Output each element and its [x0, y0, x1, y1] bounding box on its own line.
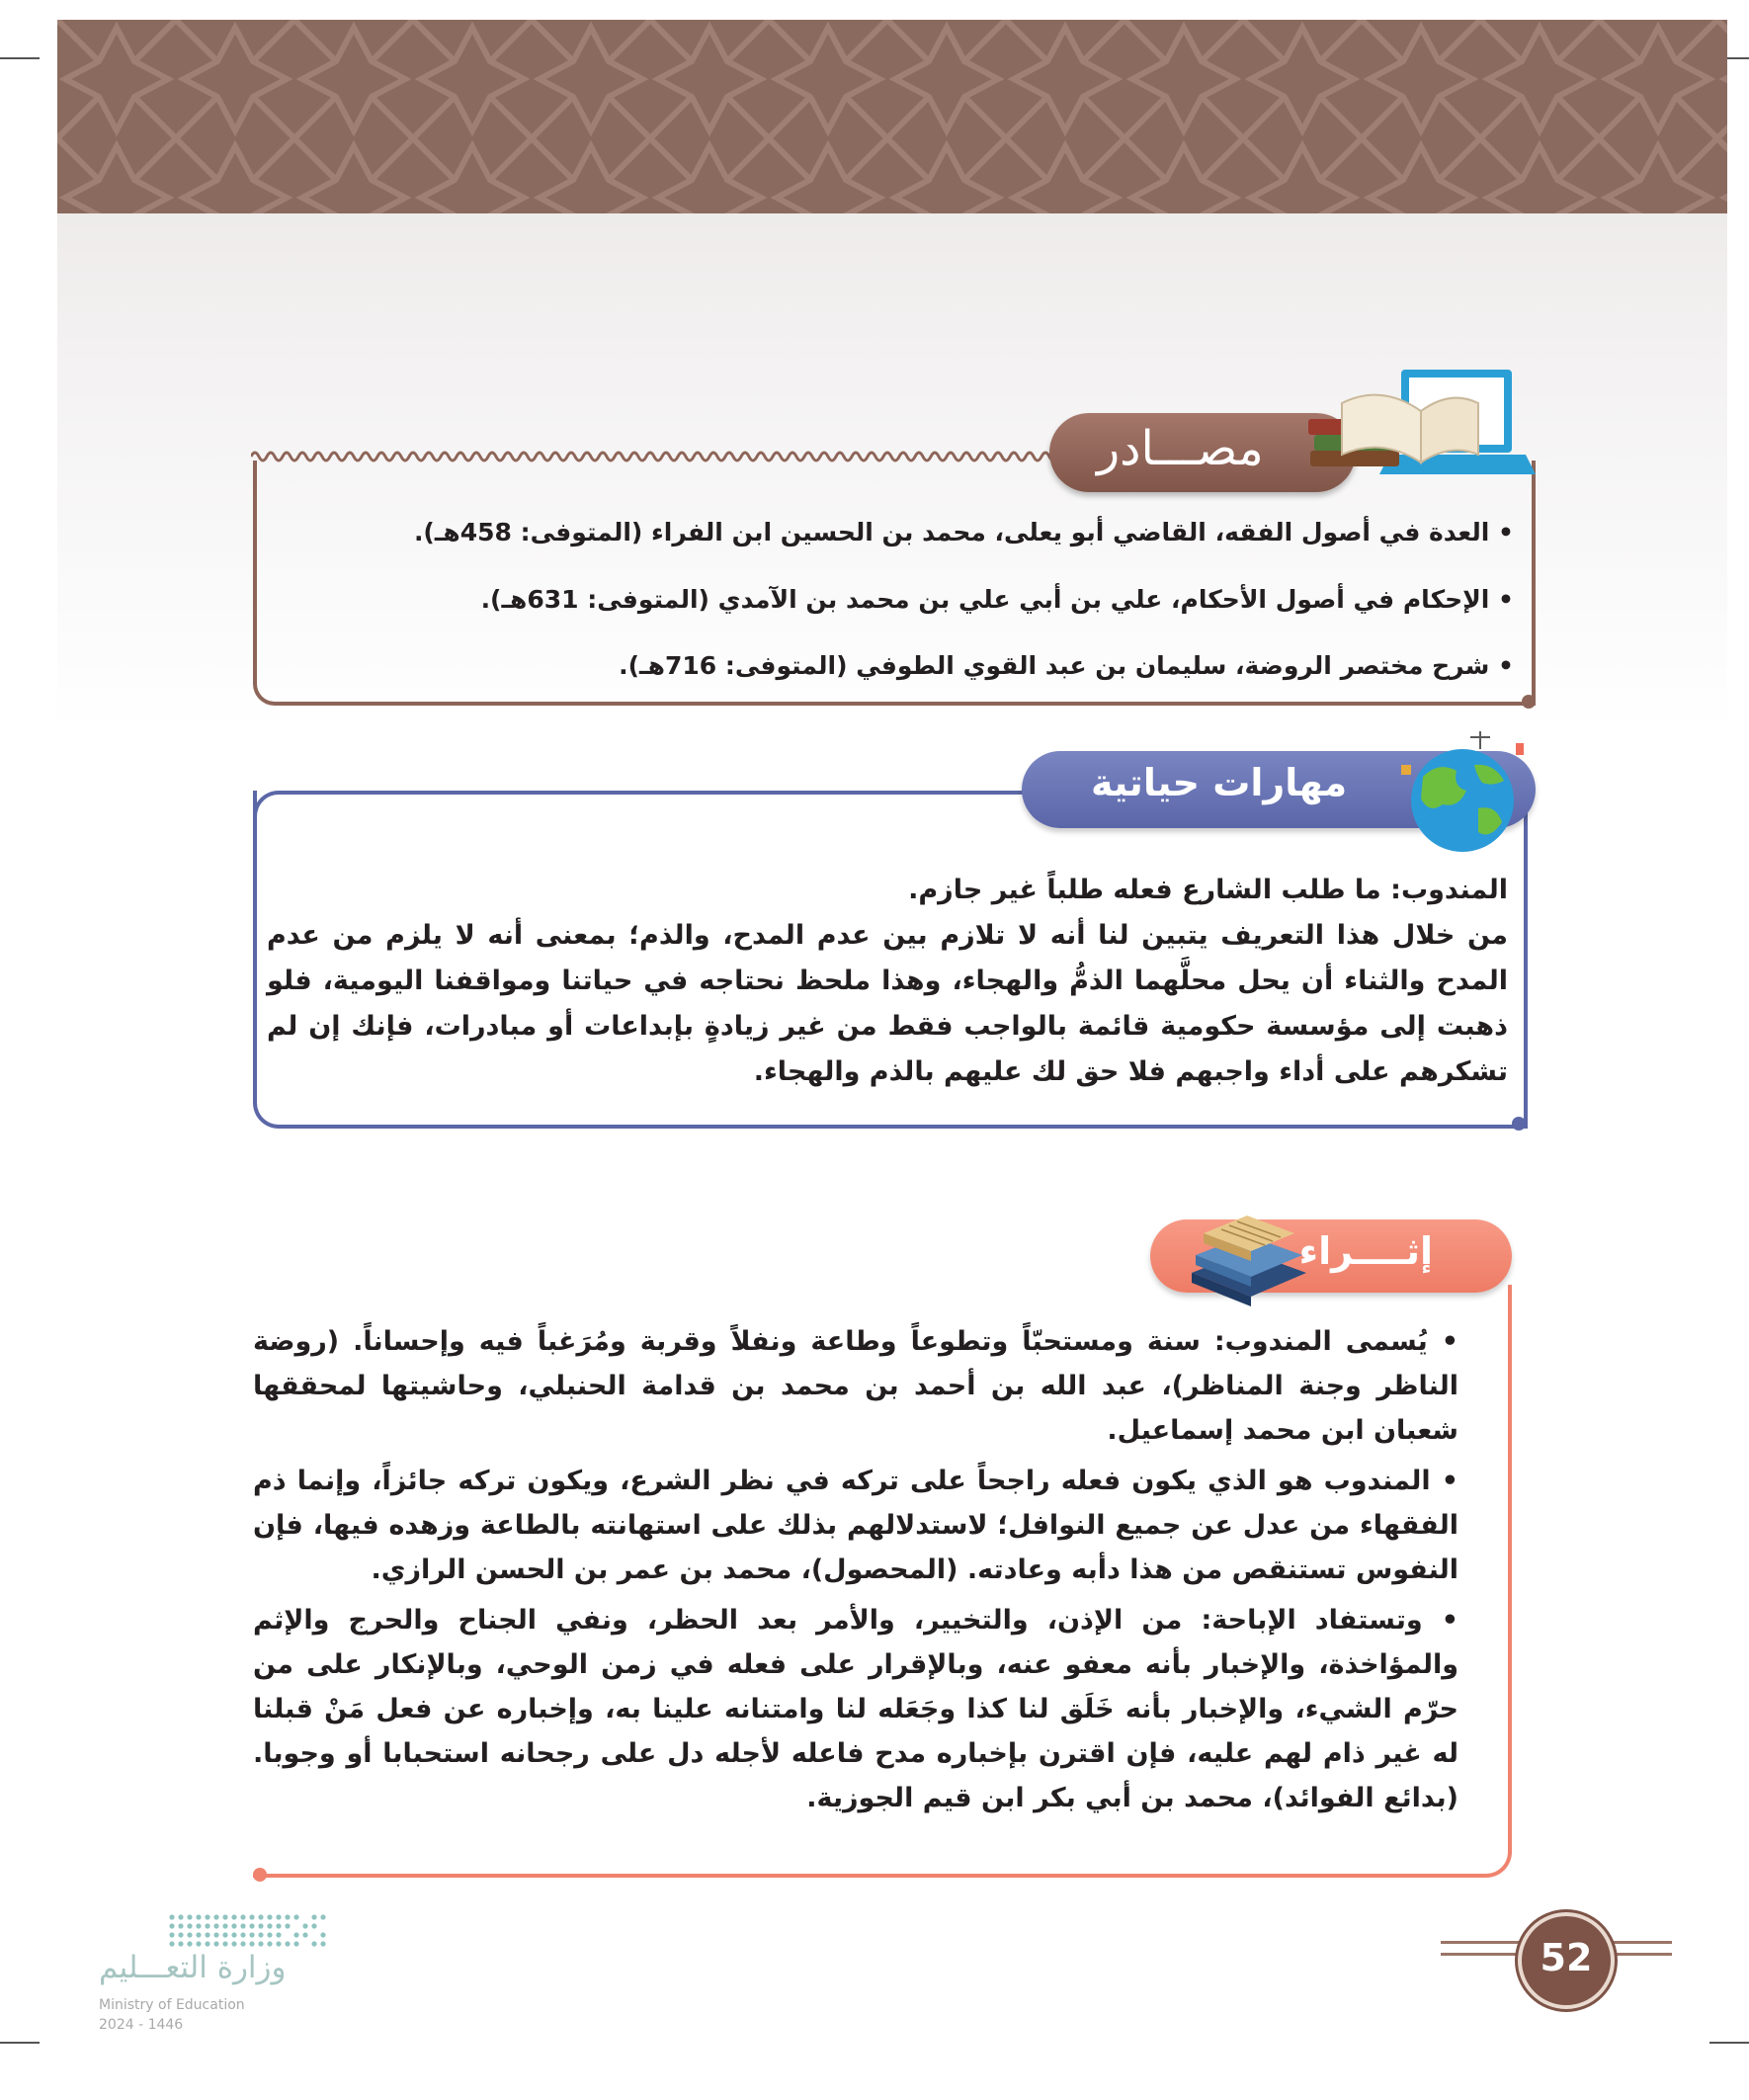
globe-icon: [1383, 725, 1541, 854]
source-item: • العدة في أصول الفقه، القاضي أبو يعلى، محمد بن الحسين ابن الفراء (المتوفى: 458هـ).: [413, 518, 1514, 546]
enrichment-corner-dot: [253, 1868, 267, 1882]
page-number-rule: [1611, 1941, 1672, 1944]
enrichment-title: إثــــراء: [1298, 1229, 1433, 1273]
ministry-name-ar: وزارة التعـــليم: [99, 1950, 287, 1985]
definition: المندوب: ما طلب الشارع فعله طلباً غير جازم.: [908, 875, 1508, 905]
logo-dots-icon: [168, 1912, 405, 1952]
sources-corner-dot: [1522, 695, 1536, 709]
sources-title: مصـــادر: [1097, 421, 1264, 476]
source-item: • الإحكام في أصول الأحكام، علي بن أبي علي بن محمد بن الآمدي (المتوفى: 631هـ).: [480, 585, 1514, 614]
enrichment-item: • المندوب هو الذي يكون فعله راجحاً على تركه في نظر الشرع، ويكون تركه جائزاً، وإنما ذم الفقهاء من عدل عن جميع النوافل؛ لاستدلالهم بذلك على استهانته بالطاعة وزهده فيها، فإن النفوس تستنقص من هذا دأبه وعادته. (المحصول)، محمد بن عمر بن الحسن الرازي.: [253, 1466, 1458, 1585]
page-number-badge: [1518, 1912, 1615, 2009]
decorative-banner: [57, 20, 1727, 213]
enrichment-item: • وتستفاد الإباحة: من الإذن، والتخيير، والأمر بعد الحظر، ونفي الجناح والحرج والإثم والمؤاخذة، والإخبار بأنه معفو عنه، وبالإقرار على فعله في زمن الوحي، وبالإنكار على من حرّم الشيء، والإخبار بأنه خَلَق لنا كذا وجَعَله لنا وامتنانه علينا به، وإخباره عن فعل مَنْ قبلنا له غير ذام لهم عليه، فإن اقترن بإخباره مدح فاعله لأجله دل على رجحانه استحبابا أو وجوبا. (بدائع الفوائد)، محمد بن أبي بكر ابن قيم الجوزية.: [253, 1605, 1458, 1813]
enrichment-item: • يُسمى المندوب: سنة ومستحبّاً وتطوعاً وطاعة ونفلاً وقربة ومُرَغباً فيه وإحساناً. (روضة الناظر وجنة المناظر)، عبد الله بن أحمد بن محمد بن قدامة الحنبلي، وحاشيتها لمحققها شعبان ابن محمد إسماعيل.: [253, 1326, 1458, 1446]
page-number-rule: [1441, 1953, 1520, 1956]
page-number-rule: [1611, 1953, 1672, 1956]
skills-paragraph: من خلال هذا التعريف يتبين لنا أنه لا تلازم بين عدم المدح، والذم؛ بمعنى أنه لا يلزم من عدم المدح والثناء أن يحل محلَّهما الذمُّ والهجاء، وهذا ملحظ نحتاجه في حياتنا ومواقفنا اليومية، فلو ذهبت إلى مؤسسة حكومية قائمة بالواجب فقط من غير زيادةٍ بإبداعات أو مبادرات، فإنك إن لم تشكرهم على أداء واجبهم فلا حق لك عليهم بالذم والهجاء.: [267, 920, 1508, 1087]
source-item: • شرح مختصر الروضة، سليمان بن عبد القوي الطوفي (المتوفى: 716هـ).: [619, 651, 1514, 680]
skills-corner-dot: [1512, 1117, 1526, 1131]
crop-mark: [0, 57, 40, 59]
books-and-laptop-icon: [1302, 364, 1540, 492]
page-number-rule: [1441, 1941, 1520, 1944]
stacked-books-icon: [1182, 1204, 1310, 1312]
skills-title: مهارات حياتية: [1091, 761, 1348, 804]
skills-content: [267, 868, 1508, 1095]
enrichment-content: [253, 1319, 1458, 1826]
crop-mark: [0, 2042, 40, 2044]
page-number: 52: [1540, 1936, 1593, 1979]
ministry-logo: [95, 1912, 332, 2041]
crop-mark: [1709, 2042, 1749, 2044]
edition-year: 2024 - 1446: [99, 2017, 184, 2033]
ministry-name-en: Ministry of Education: [99, 1997, 245, 2013]
